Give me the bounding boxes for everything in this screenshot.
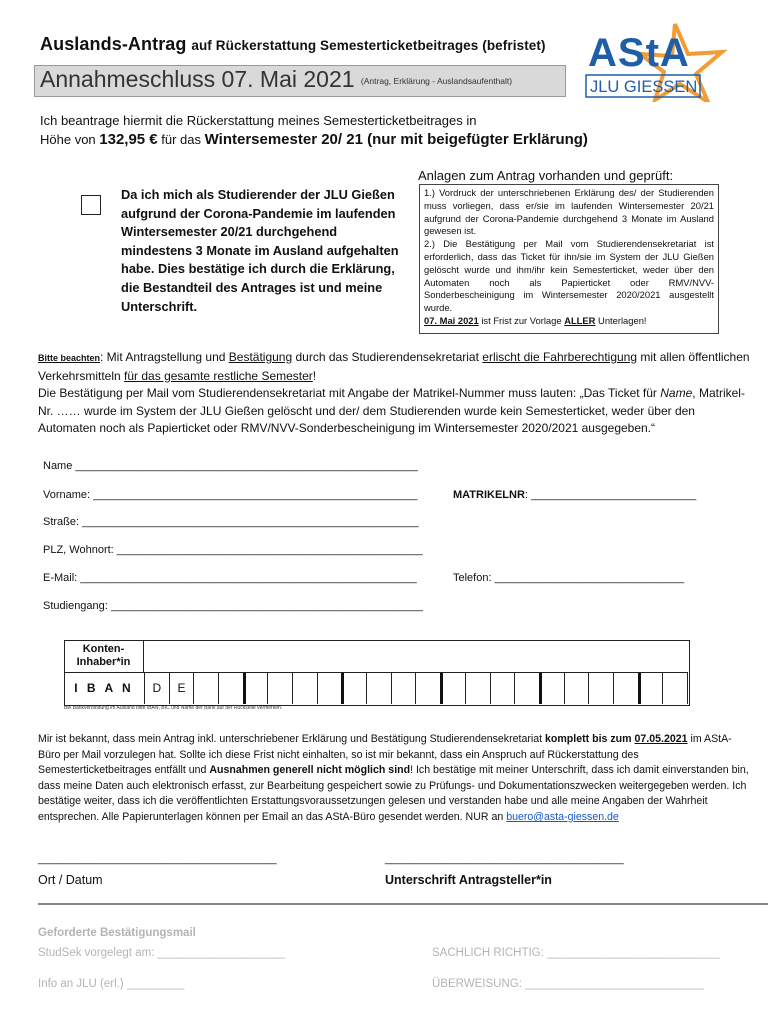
iban-digit-cell[interactable] xyxy=(219,673,246,704)
iban-digit-cell[interactable] xyxy=(515,673,542,704)
studiengang-field[interactable]: Studiengang: ___________________________________________________ xyxy=(43,600,423,612)
matrikel-field[interactable]: MATRIKELNR: ___________________________ xyxy=(453,489,697,501)
form-title: Auslands-Antrag auf Rückerstattung Semesterticketbeitrages (befristet) xyxy=(40,34,546,54)
studsek-field: StudSek vorgelegt am: ____________________ xyxy=(38,947,286,959)
iban-digit-cell[interactable] xyxy=(540,673,565,704)
iban-digit-cell[interactable]: E xyxy=(170,673,195,704)
account-holder-field[interactable] xyxy=(64,640,688,673)
iban-digit-cell[interactable] xyxy=(367,673,392,704)
notice-paragraph: Bitte beachten: Mit Antragstellung und Bestätigung durch das Studierendensekretariat erlischt die Fahrberechtigung mit allen öffentlichen Verkehrsmitteln für das gesamte restliche Semester! Die Bestätigung per Mail vom Studierendensekretariat mit Angabe der Matrikel-Nummer muss lauten: „Das Ticket für Name, Matrikel-Nr. …… wurde im System der JLU Gießen gelöscht und der/ dem Studierenden wurde kein Semesterticket, weder über den Automaten noch als Papierticket oder RMV/NVV-Sonderbescheinigung im Wintersemester 2020/2021 ausgegeben.“ xyxy=(38,350,750,435)
iban-digit-cell[interactable] xyxy=(639,673,664,704)
plz-field[interactable]: PLZ, Wohnort: __________________________________________________ xyxy=(43,544,423,556)
deadline-text: Annahmeschluss 07. Mai 2021 (Antrag, Erklärung - Auslandsaufenthalt) xyxy=(40,66,513,92)
email-field[interactable]: E-Mail: _______________________________________________________ xyxy=(43,572,417,584)
iban-digit-cell[interactable] xyxy=(663,673,688,704)
iban-digit-cell[interactable] xyxy=(441,673,466,704)
declaration-text: Da ich mich als Studierender der JLU Gießen aufgrund der Corona-Pandemie im laufenden Wintersemester 20/21 durchgehend mindestens 3 Monate im Ausland aufgehalten habe. Dies bestätige ich durch die Erklärung, die Bestandteil des Antrages ist und meine Unterschrift. xyxy=(121,187,399,314)
iban-digit-cell[interactable] xyxy=(589,673,614,704)
sachlich-field: SACHLICH RICHTIG: ___________________________ xyxy=(432,947,720,959)
svg-text:JLU GIESSEN: JLU GIESSEN xyxy=(590,78,698,96)
iban-digit-cell[interactable]: D xyxy=(145,673,170,704)
iban-digit-cell[interactable] xyxy=(194,673,219,704)
divider xyxy=(38,903,768,905)
signature-label: Unterschrift Antragsteller*in xyxy=(385,873,552,887)
iban-note: Bei Bankverbindung im Ausland bitte IBAN, BIC und Name der Bank auf der Rückseite vermerken. xyxy=(64,705,283,711)
declaration-checkbox[interactable] xyxy=(81,195,101,215)
iban-digit-cell[interactable] xyxy=(565,673,590,704)
account-holder-label: Konten-Inhaber*in xyxy=(64,640,144,672)
iban-digit-cell[interactable] xyxy=(318,673,345,704)
iban-label: I B A N xyxy=(64,673,145,704)
confirmation-paragraph: Mir ist bekannt, dass mein Antrag inkl. unterschriebener Erklärung und Bestätigung Studierendensekretariat komplett bis zum 07.05.2021 im AStA-Büro per Mail vorzulegen hat. Sollte ich diese Frist nicht einhalten, so ist mir bekannt, dass ein Anspruch auf Rückerstattung des Semesterticketbeitrages entfällt und Ausnahmen generell nicht möglich sind! Ich bestätige mit meiner Unterschrift, dass ich damit einverstanden bin, dass meine Daten auch elektronisch erfasst, zur Bearbeitung gespeichert sowie zu Prüfungs- und Dokumentationszwecken weitergegeben werden. Ich bestätige weiter, dass ich die veröffentlichten Erstattungsvoraussetzungen gelesen und verstanden habe und alle meine Angaben der Wahrheit entsprechen. Alle Papierunterlagen können per Email an das AStA-Büro gesendet werden. NUR an buero@asta-giessen.de xyxy=(38,733,749,823)
iban-digit-cell[interactable] xyxy=(342,673,367,704)
asta-logo xyxy=(580,22,730,102)
office-heading: Geforderte Bestätigungsmail xyxy=(38,927,196,939)
name-field[interactable]: Name ________________________________________________________ xyxy=(43,460,418,472)
strasse-field[interactable]: Straße: _______________________________________________________ xyxy=(43,516,419,528)
ueberweisung-field: ÜBERWEISUNG: ____________________________ xyxy=(432,978,705,990)
attachments-heading: Anlagen zum Antrag vorhanden und geprüft: xyxy=(418,168,674,183)
telefon-field[interactable]: Telefon: _______________________________ xyxy=(453,572,685,584)
date-line[interactable]: _______________________________________ xyxy=(38,853,277,865)
iban-digit-cell[interactable] xyxy=(392,673,417,704)
svg-text:AStA: AStA xyxy=(588,31,690,75)
iban-digit-cell[interactable] xyxy=(244,673,269,704)
email-link[interactable]: buero@asta-giessen.de xyxy=(506,810,619,823)
date-label: Ort / Datum xyxy=(38,873,103,887)
iban-digit-cell[interactable] xyxy=(293,673,318,704)
attachments-list: 1.) Vordruck der unterschriebenen Erklärung des/ der Studierenden muss vorliegen, dass er/sie im laufenden Wintersemester 20/21 aufgrund der Corona-Pandemie durchgehend 3 Monate im Ausland gewesen ist. 2.) Die Bestätigung per Mail vom Studierendensekretariat ist erforderlich, dass das Ticket für ihn/sie im System der JLU Gießen gelöscht wurde und ihm/ihr kein Semesterticket, weder über den Automaten noch als Papierticket oder RMV/NVV-Sonderbescheinigung im Wintersemester 2020/2021 ausgestellt wurde. 07. Mai 2021 ist Frist zur Vorlage ALLER Unterlagen! xyxy=(424,187,714,326)
info-field: Info an JLU (erl.) _________ xyxy=(38,978,185,990)
iban-digit-cell[interactable] xyxy=(466,673,491,704)
iban-digit-cell[interactable] xyxy=(417,673,444,704)
iban-digit-cell[interactable] xyxy=(614,673,641,704)
signature-line[interactable]: _______________________________________ xyxy=(385,853,624,865)
vorname-field[interactable]: Vorname: _____________________________________________________ xyxy=(43,489,418,501)
iban-digit-cell[interactable] xyxy=(268,673,293,704)
iban-digit-cell[interactable] xyxy=(491,673,516,704)
intro-text: Ich beantrage hiermit die Rückerstattung meines Semesterticketbeitrages in Höhe von 132,95 € für das Wintersemester 20/ 21 (nur mit beigefügter Erklärung) xyxy=(40,113,588,148)
